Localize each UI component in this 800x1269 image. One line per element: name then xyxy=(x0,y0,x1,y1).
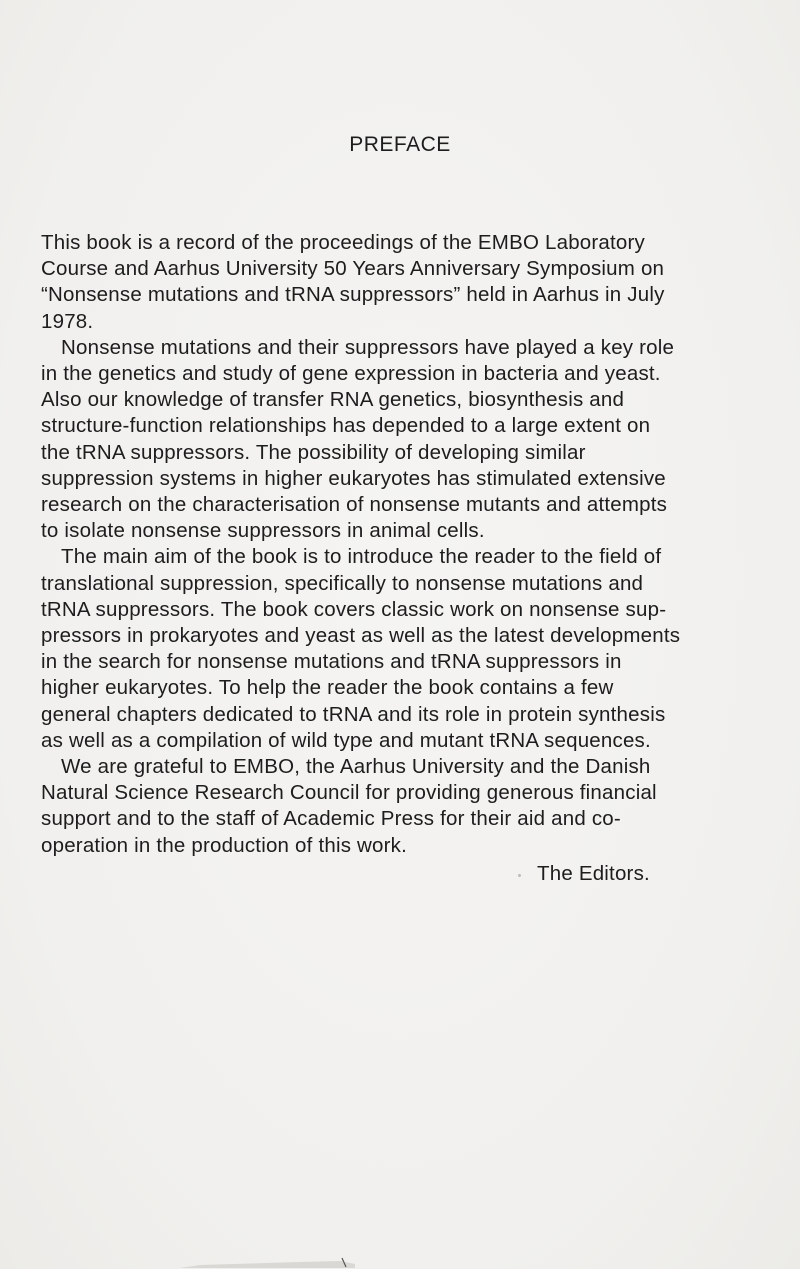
paragraph-4: We are grateful to EMBO, the Aarhus University and the Danish Natural Science Research Council for providing generous financial support and to the staff of Academic Press for their aid and cooperation in the production of this work. xyxy=(41,755,657,857)
dust-speck xyxy=(518,874,521,877)
scan-shadow-mark xyxy=(180,1252,355,1268)
page-title: PREFACE xyxy=(349,133,451,156)
paragraph-2: Nonsense mutations and their suppressors have played a key role in the genetics and study of gene expression in bacteria and yeast. Also our knowledge of transfer RNA genetics, biosynthesis and structure-function relationships has depended to a large extent on the tRNA suppressors. The possibility of developing similar suppression systems in higher eukaryotes has stimulated extensive research on the characterisation of nonsense mutants and attempts to isolate nonsense suppressors in animal cells. xyxy=(41,335,675,543)
paragraph-3: The main aim of the book is to introduce the reader to the field of translational suppression, specifically to nonsense mutations and tRNA suppressors. The book covers classic work on nonsense suppressors in prokaryotes and yeast as well as the latest developments in the search for nonsense mutations and tRNA suppressors in higher eukaryotes. To help the reader the book contains a few general chapters dedicated to tRNA and its role in protein synthesis as well as a compilation of wild type and mutant tRNA sequences. xyxy=(41,545,681,752)
preface-body xyxy=(41,230,681,859)
signature: The Editors. xyxy=(537,862,650,885)
paragraph-1: This book is a record of the proceedings of the EMBO Laboratory Course and Aarhus University 50 Years Anniversary Symposium on “Nonsense mutations and tRNA suppressors” held in Aarhus in July 1978. xyxy=(41,231,665,333)
